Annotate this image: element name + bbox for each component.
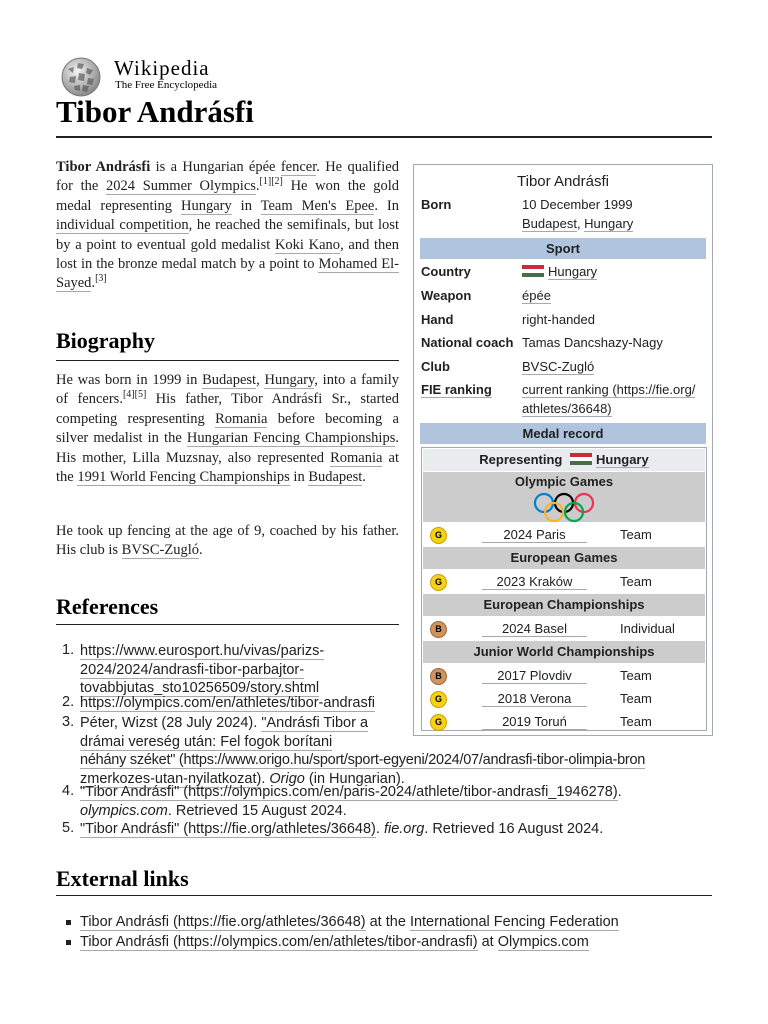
link-romania[interactable]: Romania [215,410,268,427]
ref-number-1: 1. [62,642,75,658]
link-budapest[interactable]: Budapest [202,372,257,388]
representing-row: Representing Hungary [423,449,705,471]
link-epee[interactable]: épée [522,288,551,303]
link-koki-kano[interactable]: Koki Kano [274,236,341,253]
link-fie[interactable]: FIE ranking [421,382,492,397]
medal-row [422,571,706,594]
link-hungary-bio[interactable]: Hungary [264,372,315,388]
medal-record-table [421,447,707,731]
infobox [413,164,713,736]
club-value [522,357,594,376]
medal-event-link[interactable]: 2017 Plovdiv [482,668,587,684]
olympic-rings-icon [532,492,596,524]
biography-paragraph-2: He took up fencing at the age of 9, coached by his father. His club is BVSC-Zugló. [56,523,399,559]
club-label: Club [421,359,450,374]
external-link-fie[interactable]: Tibor Andrásfi (https://fie.org/athletes/36648) [80,914,366,930]
born-date: 10 December 1999 [522,197,633,212]
ref-1-link-line-2[interactable]: 2024/2024/andrasfi-tibor-parbajtor- [80,661,305,678]
link-fencer[interactable]: fencer [280,159,317,175]
medal-event-link[interactable]: 2023 Kraków [482,574,587,590]
bullet-1 [66,920,71,925]
reference-2 [80,694,375,713]
external-link-2: Tibor Andrásfi (https://olympics.com/en/athletes/tibor-andrasfi) at Olympics.com [80,934,589,950]
link-hungarian-fencing-championships[interactable]: Hungarian Fencing Championships [186,430,396,447]
medal-category: Team [620,527,652,542]
link-representing-hungary[interactable]: Hungary [595,452,649,467]
wikipedia-tagline: The Free Encyclopedia [115,79,218,91]
link-country-hungary[interactable]: Hungary [548,264,598,279]
link-hungary[interactable]: Hungary [180,197,232,214]
ref-number-4: 4. [62,783,75,799]
link-olympics-com[interactable]: Olympics.com [497,934,589,950]
ref-4-link[interactable]: "Tibor Andrásfi" (https://olympics.com/en/paris-2024/athlete/tibor-andrasfi_1946278) [80,784,618,800]
link-club-bvsc[interactable]: BVSC-Zugló [522,359,595,374]
link-mohamed-el-sayed[interactable]: Mohamed El-Sayed [56,256,399,292]
country-value [522,262,597,281]
bronze-medal-icon: B [430,668,447,685]
biography-heading: Biography [56,328,156,353]
medal-event-link[interactable]: 2019 Toruń [482,714,587,730]
link-romania-2[interactable]: Romania [330,449,383,466]
medal-category: Team [620,668,652,683]
born-value: 10 December 1999 Budapest, Hungary [522,197,634,231]
medal-event-link[interactable]: 2018 Verona [482,691,587,707]
citation-3[interactable]: [3] [95,273,107,285]
medal-category: Individual [620,621,675,636]
ref-3-origo: Origo [269,770,305,787]
link-born-budapest[interactable]: Budapest [522,216,577,231]
ref-number-3: 3. [62,714,75,730]
link-international-fencing-federation[interactable]: International Fencing Federation [409,914,619,930]
bronze-medal-icon: B [430,621,447,638]
hand-label: Hand [421,312,454,327]
ref-3-link-line-1[interactable]: "Andrásfi Tibor a [261,715,369,731]
medal-event-link[interactable]: 2024 Basel [482,621,587,637]
ref-number-5: 5. [62,820,75,836]
title-divider [56,136,712,138]
link-2024-olympics[interactable]: 2024 Summer Olympics [106,178,256,195]
lead-paragraph: Tibor Andrásfi is a Hungarian épée fencer. He qualified for the 2024 Summer Olympics.[1][2] He won the gold medal representing Hungary in Team Men's Epee. In individual competition, he reached the semifinals, but lost by a point to eventual gold medalist Koki Kano, and then lost in the bronze medal match by a point to Mohamed El-Sayed.[3] [56,159,400,292]
medal-category: Team [620,574,652,589]
ref-3-link-line-4[interactable]: zmerkozes-utan-nyilatkozat) [80,770,262,787]
national-coach-value: Tamas Dancshazy-Nagy [522,335,663,350]
reference-5: "Tibor Andrásfi" (https://fie.org/athletes/36648). fie.org. Retrieved 16 August 2024. [80,821,604,837]
reference-3: Péter, Wizst (28 July 2024). "Andrásfi Tibor a drámai vereség után: Fel fogok borítani néhány széket" (https://www.origo.hu/sport/sport-egyeni/2024/07/andrasfi-tibor-olimpia-bron zmerkozes-utan-nyilatkozat). Origo (in Hungarian). [80,715,646,787]
olympic-games-header: Olympic Games [423,472,705,522]
infobox-title: Tibor Andrásfi [517,173,609,190]
gold-medal-icon: G [430,691,447,708]
citation-4-5[interactable]: [4][5] [122,389,147,401]
external-link-1: Tibor Andrásfi (https://fie.org/athletes/36648) at the International Fencing Federation [80,914,619,930]
fie-ranking-label [421,382,492,397]
link-team-epee[interactable]: Team Men's Epee [260,197,375,214]
medal-section-header: European Games [423,547,705,569]
reference-1 [80,642,324,698]
link-fie-ranking-2[interactable]: athletes/36648) [522,401,612,416]
weapon-value [522,286,551,305]
wikipedia-globe-logo[interactable] [56,55,106,97]
medal-category: Team [620,714,652,729]
external-links-heading: External links [56,866,189,891]
link-bvsc-zuglo[interactable]: BVSC-Zugló [121,542,199,559]
gold-medal-icon: G [430,574,447,591]
medal-event-link[interactable]: 2024 Paris [482,527,587,543]
external-link-olympics[interactable]: Tibor Andrásfi (https://olympics.com/en/athletes/tibor-andrasfi) [80,934,478,950]
gold-medal-icon: G [430,714,447,731]
medal-section-header: Junior World Championships [423,641,705,663]
gold-medal-icon: G [430,527,447,544]
ref-1-link-line-3[interactable]: tovabbjutas_sto10256509/story.shtml [80,680,320,696]
ref-3-link-line-3[interactable]: néhány széket" (https://www.origo.hu/sport/sport-egyeni/2024/07/andrasfi-tibor-olimpia-bron [80,752,646,768]
biography-paragraph-1: He was born in 1999 in Budapest, Hungary, into a family of fencers.[4][5] His father, Tibor Andrásfi Sr., started competing respresenting Romania before becoming a silver medalist in the Hungarian Fencing Championships. His mother, Lilla Muzsnay, also represented Romania at the 1991 World Fencing Championships in Budapest. [56,372,400,486]
ref-4-site: olympics.com [80,802,168,819]
page-title: Tibor Andrásfi [56,94,254,129]
country-label: Country [421,264,471,279]
link-budapest-2[interactable]: Budapest [308,469,363,486]
reference-4: "Tibor Andrásfi" (https://olympics.com/en/paris-2024/athlete/tibor-andrasfi_1946278). olympics.com. Retrieved 15 August 2024. [80,784,622,819]
references-divider [56,624,399,625]
link-1991-world-fencing-championships[interactable]: 1991 World Fencing Championships [77,469,290,486]
references-heading: References [56,594,159,619]
medal-row [422,688,706,711]
medal-row [422,618,706,641]
medal-record-band: Medal record [420,423,706,444]
hand-value: right-handed [522,312,595,327]
ref-2-link[interactable]: https://olympics.com/en/athletes/tibor-andrasfi [80,695,375,711]
citation-1-2[interactable]: [1][2] [259,176,283,188]
medal-category: Team [620,691,652,706]
medal-row [422,524,706,547]
bullet-2 [66,940,71,945]
ref-5-site: fie.org [383,821,425,837]
fie-ranking-value [522,380,695,418]
national-coach-label: National coach [421,335,514,350]
ref-1-link-line-1[interactable]: https://www.eurosport.hu/vivas/parizs- [80,643,325,659]
lead-name: Tibor Andrásfi [56,159,151,175]
wikipedia-wordmark[interactable]: Wikipedia [114,56,210,80]
biography-divider [56,360,399,361]
ref-3-link-line-2[interactable]: drámai vereség után: Fel fogok borítani [80,733,333,750]
external-links-divider [56,895,712,896]
ref-number-2: 2. [62,694,75,710]
sport-band: Sport [420,238,706,259]
weapon-label: Weapon [421,288,472,303]
hungary-flag-icon [570,453,592,465]
link-individual-competition[interactable]: individual competition [56,217,189,234]
ref-5-link[interactable]: "Tibor Andrásfi" (https://fie.org/athletes/36648) [80,821,376,837]
medal-section-header: European Championships [423,594,705,616]
link-born-hungary[interactable]: Hungary [584,216,634,231]
medal-row [422,665,706,688]
link-fie-ranking-1[interactable]: current ranking (https://fie.org/ [522,382,696,397]
born-label: Born [421,197,452,212]
hungary-flag-icon [522,265,544,277]
